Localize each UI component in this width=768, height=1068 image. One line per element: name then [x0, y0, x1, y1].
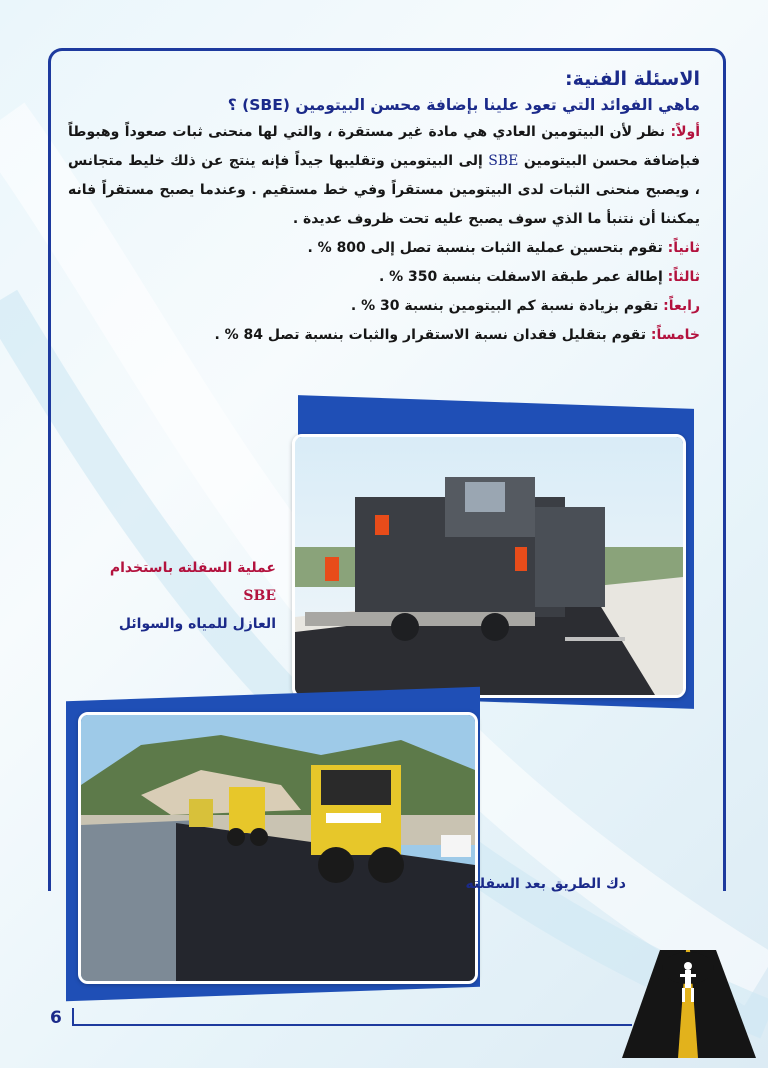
list-item	[68, 263, 700, 292]
caption-paving-line2: العازل للمياه والسوائل	[118, 616, 276, 632]
item-text: تقوم بزيادة نسبة كم البيتومين بنسبة 30 % .	[350, 298, 664, 314]
item-lead: رابعاً:	[663, 298, 700, 314]
item-text: تقوم بتقليل فقدان نسبة الاستقرار والثبات بنسبة تصل 84 % .	[214, 327, 651, 343]
item-lead: خامساً:	[650, 327, 700, 343]
caption-rolling: دك الطريق بعد السفلته	[465, 876, 626, 892]
caption-paving-line1: عملية السفلته باستخدام	[109, 560, 276, 576]
item-lead: ثالثاً:	[667, 269, 700, 285]
page-title: الاسئلة الفنية:	[565, 68, 700, 90]
caption-paving	[80, 554, 276, 638]
road-roller-photo	[78, 712, 478, 984]
page-number: 6	[50, 1008, 62, 1028]
list-item	[68, 321, 700, 350]
list-item	[68, 234, 700, 263]
asphalt-paver-photo	[292, 434, 686, 698]
intro-text-2: إلى البيتومين وتقليبها جيداً فإنه ينتج عن ذلك خليط متجانس ، ويصبح منحنى الثبات لدى البيتومين مستقراً وفي خط مستقيم . وعندما يصبح مستقراً فانه يمكننا أن نتنبأ ما الذي سوف يصبح عليه تحت ظروف عديدة .	[68, 153, 700, 227]
intro-paragraph	[68, 118, 700, 234]
roller-illustration	[81, 715, 475, 981]
footer-line	[72, 1024, 632, 1026]
intro-text-1: نظر لأن البيتومين العادي هي مادة غير مستقرة ، والتي لها منحنى ثبات صعوداً وهبوطاً فبإضافة محسن البيتومين	[68, 124, 700, 169]
item-text: تقوم بتحسين عملية الثبات بنسبة تصل إلى 800 % .	[307, 240, 668, 256]
item-text: إطالة عمر طبقة الاسفلت بنسبة 350 % .	[378, 269, 668, 285]
paver-illustration	[295, 437, 683, 695]
question-heading: ماهي الفوائد التي تعود علينا بإضافة محسن البيتومين (SBE) ؟	[227, 96, 700, 114]
item-lead: ثانياً:	[667, 240, 700, 256]
intro-sbe: SBE	[488, 153, 519, 169]
list-item	[68, 292, 700, 321]
content	[68, 64, 700, 350]
caption-paving-sbe: SBE	[243, 588, 276, 604]
road-runner-icon	[620, 940, 760, 1060]
intro-lead: أولاً:	[670, 124, 700, 140]
